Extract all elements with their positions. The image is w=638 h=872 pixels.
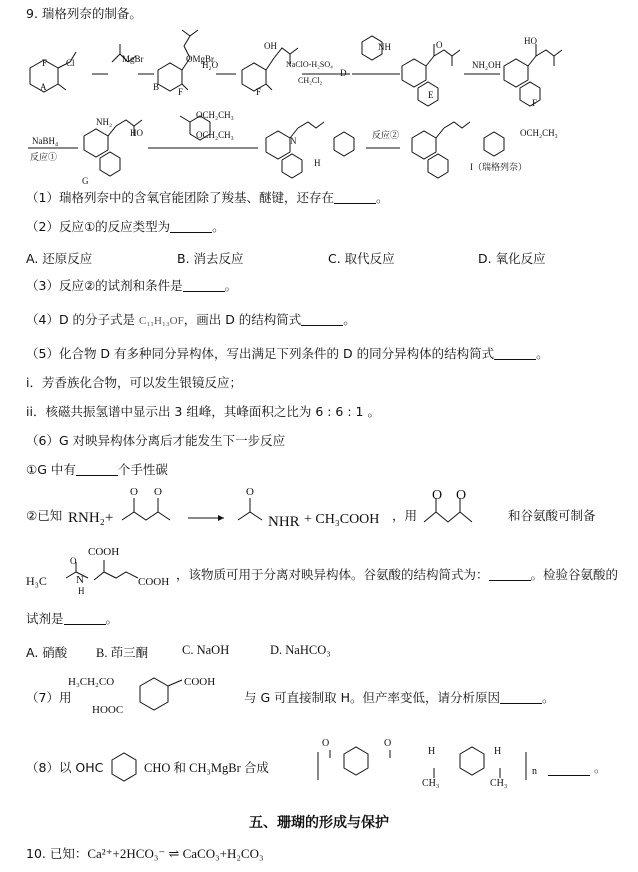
question-2 bbox=[26, 219, 225, 235]
q5-condition-i: i．芳香族化合物，可以发生银镜反应； bbox=[26, 375, 242, 390]
q6-2-tail: 和谷氨酸可制备 bbox=[508, 508, 596, 523]
q8-h-2: H bbox=[494, 746, 502, 757]
q3-end: 。 bbox=[224, 278, 238, 293]
q4-blank[interactable] bbox=[301, 313, 343, 326]
q2-blank[interactable] bbox=[170, 220, 212, 233]
q2-end: 。 bbox=[212, 219, 225, 234]
q6-2-after bbox=[176, 567, 618, 583]
compound-h-structure bbox=[266, 122, 354, 178]
q5-blank[interactable] bbox=[494, 347, 536, 360]
q2-option-d[interactable]: D. 氧化反应 bbox=[478, 251, 546, 266]
question-3 bbox=[26, 278, 237, 294]
reagent-blank[interactable] bbox=[64, 612, 106, 625]
q8-benzene-1 bbox=[104, 746, 144, 786]
label-cl: Cl bbox=[66, 58, 75, 68]
label-naclo: NaClO-H₂SO₄ bbox=[286, 60, 333, 69]
glutamic-acid-blank[interactable] bbox=[489, 568, 531, 581]
label-och2ch3-i: OCH₂CH₃ bbox=[520, 128, 558, 138]
q3-text: （3）反应②的试剂和条件是 bbox=[26, 278, 183, 293]
q3-blank[interactable] bbox=[183, 279, 225, 292]
rnh2: RNH₂+ bbox=[68, 510, 114, 526]
label-och2ch3-top: OCH₂CH₃ bbox=[196, 110, 234, 120]
label-omgbr: OMgBr bbox=[186, 54, 215, 64]
q5-end: 。 bbox=[536, 346, 549, 361]
o-amide: O bbox=[70, 556, 77, 566]
label-h-n: N bbox=[290, 136, 297, 146]
q6-option-b[interactable]: B. 茚三酮 bbox=[96, 646, 149, 660]
h3ch2co: H₃CH₂CO bbox=[68, 676, 115, 688]
q7-lead: （7）用 bbox=[26, 690, 72, 705]
q6-1-blank[interactable] bbox=[76, 463, 118, 476]
q8-h-1: H bbox=[428, 746, 436, 757]
q8-o-2: O bbox=[384, 738, 392, 749]
q4-mid: ，画出 D 的结构简式 bbox=[183, 312, 302, 327]
label-f-a: F bbox=[42, 58, 48, 68]
q8-n: n bbox=[532, 766, 537, 777]
label-ho: HO bbox=[130, 128, 143, 138]
q6-1-text: ①G 中有 bbox=[26, 462, 76, 477]
label-a: A bbox=[40, 82, 47, 92]
q6-2-reagent-text: 试剂是 bbox=[26, 611, 64, 626]
acetic-anhydride-1 bbox=[122, 498, 170, 520]
label-b: B bbox=[153, 82, 160, 92]
q6-option-c[interactable]: C. NaOH bbox=[182, 643, 230, 657]
o-5: O bbox=[456, 488, 467, 503]
q4-text: （4）D 的分子式是 bbox=[26, 312, 140, 327]
q7-blank[interactable] bbox=[500, 691, 542, 704]
q10-equation: Ca²⁺+2HCO₃⁻ ⇌ CaCO₃+H₂CO₃ bbox=[87, 846, 264, 861]
q7-cooh: COOH bbox=[184, 676, 216, 688]
q1-end: 。 bbox=[375, 190, 389, 205]
q2-option-a[interactable]: A. 还原反应 bbox=[26, 251, 93, 266]
label-d: D bbox=[340, 68, 347, 78]
q6-2-end: 。 bbox=[105, 611, 119, 626]
q6-option-a[interactable]: A. 硝酸 bbox=[26, 645, 68, 660]
q8-blank[interactable] bbox=[548, 763, 590, 776]
q7-text-span: 与 G 可直接制取 H。但产率变低，请分析原因 bbox=[244, 690, 501, 705]
q6-1-tail: 个手性碳 bbox=[117, 462, 168, 477]
acetamide-product bbox=[238, 498, 262, 520]
label-e: E bbox=[428, 90, 434, 100]
label-h2o: H₂O bbox=[202, 60, 219, 70]
question-4 bbox=[26, 312, 356, 329]
q1-text: （1）瑞格列奈中的含氧官能团除了羧基、醚键，还存在 bbox=[26, 190, 334, 205]
o-4: O bbox=[432, 488, 443, 503]
question-1 bbox=[26, 190, 388, 206]
h-amide: H bbox=[78, 586, 85, 596]
o-1: O bbox=[130, 486, 138, 498]
label-och2ch3: OCH₂CH₃ bbox=[196, 130, 234, 140]
question-9-title: 9. 瑞格列奈的制备。 bbox=[26, 6, 142, 21]
q8-o-1: O bbox=[322, 738, 330, 749]
label-f-b: F bbox=[178, 87, 184, 97]
label-f: F bbox=[532, 98, 538, 108]
q7-end: 。 bbox=[542, 690, 555, 705]
cooh-side: COOH bbox=[138, 576, 170, 588]
q8-ch3-2: CH₃ bbox=[490, 778, 508, 789]
label-rxn1: 反应① bbox=[30, 152, 58, 162]
o-2: O bbox=[154, 486, 162, 498]
question-10 bbox=[26, 846, 264, 862]
question-5 bbox=[26, 346, 549, 362]
label-h: H bbox=[314, 158, 321, 168]
nhr: NHR bbox=[268, 514, 300, 530]
label-oh: OH bbox=[264, 41, 277, 51]
label-ch2cl2: CH₂Cl₂ bbox=[298, 76, 323, 85]
q5-text: （5）化合物 D 有多种同分异构体，写出满足下列条件的 D 的同分异构体的结构简式 bbox=[26, 346, 495, 361]
q6-option-d[interactable]: D. NaHCO₃ bbox=[270, 643, 331, 657]
q8-lead: （8）以 OHC bbox=[26, 760, 104, 775]
q10-lead: 10. 已知： bbox=[26, 846, 88, 861]
q6-2-reagent bbox=[26, 611, 118, 627]
section-title: 五、珊瑚的形成与保护 bbox=[249, 815, 389, 831]
compound-c-structure bbox=[242, 48, 298, 91]
q5-condition-ii: ii．核磁共振氢谱中显示出 3 组峰，其峰面积之比为 6 : 6 : 1 。 bbox=[26, 404, 380, 419]
q6-2-lead: ②已知 bbox=[26, 508, 63, 523]
label-nabh4: NaBH₄ bbox=[32, 136, 59, 146]
label-mgbr: MgBr bbox=[122, 54, 144, 64]
q4-end: 。 bbox=[343, 312, 356, 327]
label-ho-f: HO bbox=[524, 36, 537, 46]
q8-ch3-1: CH₃ bbox=[422, 778, 440, 789]
h3c: H₃C bbox=[26, 574, 47, 588]
label-i: I（瑞格列奈） bbox=[470, 162, 527, 172]
label-f-c: F bbox=[256, 87, 262, 97]
o-3: O bbox=[246, 486, 254, 498]
label-g: G bbox=[82, 176, 89, 186]
d-formula: C₁₁H₁₃OF bbox=[139, 315, 184, 327]
question-6: （6）G 对映异构体分离后才能发生下一步反应 bbox=[26, 433, 286, 448]
compound-f-structure bbox=[504, 44, 562, 106]
q6-2-after-text: ，该物质可用于分离对映异构体。谷氨酸的结构简式为： bbox=[176, 567, 489, 582]
q2-option-c[interactable]: C. 取代反应 bbox=[328, 251, 395, 266]
plus-acetic-acid: + CH₃COOH bbox=[304, 512, 380, 527]
q8-cho: CHO 和 CH₃MgBr 合成 bbox=[144, 761, 269, 775]
q1-blank[interactable] bbox=[334, 191, 376, 204]
q7-text bbox=[244, 690, 555, 706]
label-nh-pip: NH bbox=[378, 42, 391, 52]
label-nh2: NH₂ bbox=[96, 117, 113, 127]
q8-end: 。 bbox=[594, 760, 607, 775]
label-nh2oh: NH₂OH bbox=[472, 60, 502, 70]
q6-2-after2: 。检验谷氨酸的 bbox=[530, 567, 619, 582]
label-o-e: O bbox=[436, 40, 443, 50]
question-6-1 bbox=[26, 462, 168, 478]
q2-text: （2）反应①的反应类型为 bbox=[26, 219, 171, 234]
label-rxn2: 反应② bbox=[372, 130, 400, 140]
q7-hooc: HOOC bbox=[92, 704, 124, 716]
n-amide: N bbox=[76, 574, 84, 586]
q2-option-b[interactable]: B. 消去反应 bbox=[177, 251, 244, 266]
q6-2-use: ，用 bbox=[392, 508, 418, 523]
cooh-top: COOH bbox=[88, 546, 120, 558]
